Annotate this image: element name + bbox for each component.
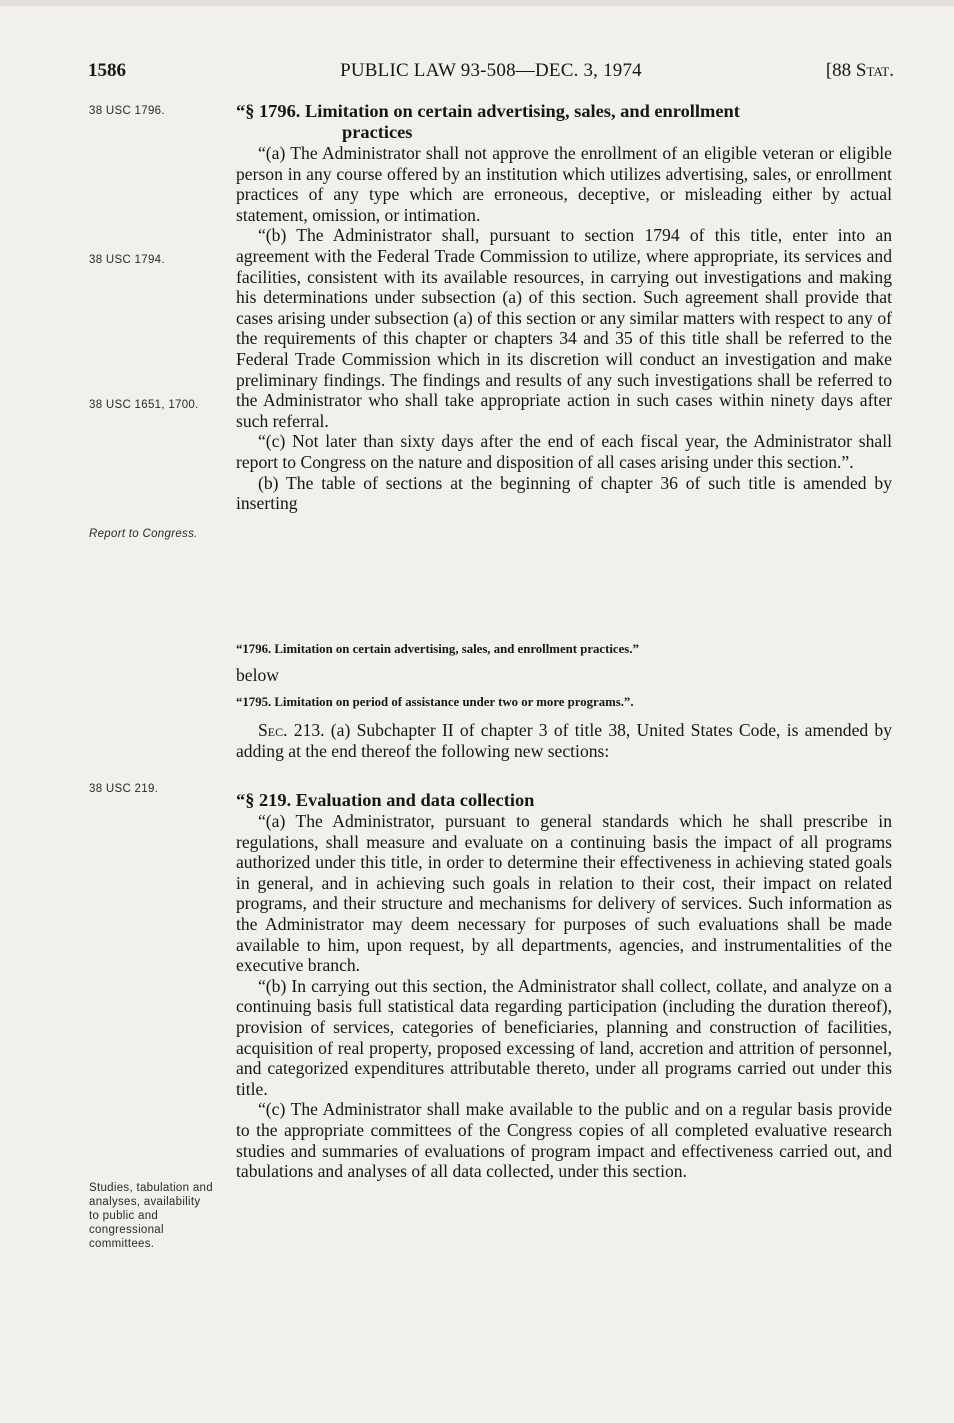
header-title: PUBLIC LAW 93-508—DEC. 3, 1974 <box>340 60 642 81</box>
existing-table-item: “1795. Limitation on period of assistance under two or more programs.”. <box>236 695 634 709</box>
below-text: below <box>236 665 279 685</box>
subsection-c: “(c) Not later than sixty days after the end of each fiscal year, the Administrator shall report to Congress on the nature and disposition of all cases arising under this section.”. <box>236 431 892 472</box>
section-1796 <box>236 101 892 514</box>
heading-line-1: “§ 1796. Limitation on certain advertising, sales, and enrollment <box>236 101 740 121</box>
section-219-heading: “§ 219. Evaluation and data collection <box>236 790 535 810</box>
section-219 <box>236 790 892 1182</box>
inserted-table-item: “1796. Limitation on certain advertising, sales, and enrollment practices.” <box>236 642 639 656</box>
heading-line-2: practices <box>342 122 413 142</box>
section-219-subsection-b: “(b) In carrying out this section, the Administrator shall collect, collate, and analyze on a continuing basis full statistical data regarding participation (including the duration thereof), provision of services, categories of beneficiaries, planning and construction of facilities, acquisition of real property, proposed excessing of land, accretion and attrition of personnel, and categorized expenditures attributable thereto, under all programs carried out under this title. <box>236 975 892 1099</box>
page-number: 1586 <box>88 60 126 81</box>
margin-note-38-usc-1796: 38 USC 1796. <box>89 105 165 117</box>
statute-reference: [88 Stat. <box>825 60 894 81</box>
margin-note-38-usc-219: 38 USC 219. <box>89 783 159 795</box>
section-213-body: 213. (a) Subchapter II of chapter 3 of title 38, United States Code, is amended by adding at the end thereof the following new sections: <box>236 720 892 761</box>
subsection-a: “(a) The Administrator shall not approve the enrollment of an eligible veteran or eligible person in any course offered by an institution which utilizes advertising, sales, or enrollment practices of any type which are erroneous, deceptive, or misleading either by actual statement, omission, or intimation. <box>236 143 892 225</box>
section-213 <box>236 720 892 761</box>
top-edge-shadow <box>0 0 954 6</box>
section-219-subsection-a: “(a) The Administrator, pursuant to general standards which he shall prescribe in regulations, shall measure and evaluate on a continuing basis the impact of all programs authorized under this title, in order to determine their effectiveness in achieving stated goals in general, and in achieving such goals in relation to their cost, their impact on related programs, and their structure and mechanisms for delivery of services. Such information as the Administrator may deem necessary for purposes of such evaluations shall be made available to him, upon request, by all departments, agencies, and instrumentalities of the executive branch. <box>236 811 892 976</box>
section-219-subsection-c: “(c) The Administrator shall make available to the public and on a regular basis provide to the appropriate committees of the Congress copies of all completed evaluative research studies and summaries of evaluations of program impact and effectiveness carried out, and tabulations and analyses of all data collected, under this section. <box>236 1099 892 1182</box>
section-213-text <box>236 720 892 761</box>
amendment-paragraph: (b) The table of sections at the beginning of chapter 36 of such title is amended by inserting <box>236 472 892 514</box>
section-1796-heading <box>236 101 892 143</box>
subsection-b: “(b) The Administrator shall, pursuant to section 1794 of this title, enter into an agreement with the Federal Trade Commission to utilize, where appropriate, its services and facilities, consistent with its available resources, in carrying out investigations and making his determinations under subsection (a) of this section. Such agreement shall provide that cases arising under subsection (a) of this section or any similar matters with respect to any of the requirements of this chapter or chapters 34 and 35 of this title shall be referred to the Federal Trade Commission which in its discretion will conduct an investigation and make preliminary findings. The findings and results of any such investigations shall be referred to the Administrator who shall take appropriate action in such cases within ninety days after such referral. <box>236 225 892 431</box>
margin-note-report-to-congress: Report to Congress. <box>89 528 198 540</box>
margin-note-38-usc-1794: 38 USC 1794. <box>89 254 165 266</box>
margin-note-studies: Studies, tabulation and analyses, availability to public and congressional committees. <box>89 1182 213 1250</box>
sec-label: Sec. <box>258 720 288 740</box>
margin-note-38-usc-1651: 38 USC 1651, 1700. <box>89 399 199 411</box>
running-header <box>88 60 894 86</box>
